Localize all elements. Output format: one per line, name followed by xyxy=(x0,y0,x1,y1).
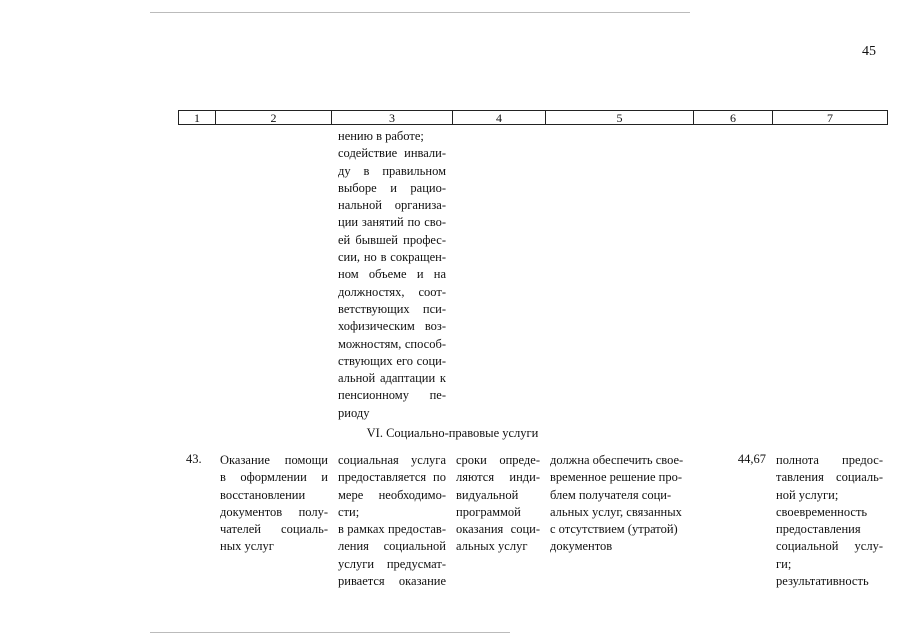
text-line: социальной услу- xyxy=(776,539,883,554)
column-header-7: 7 xyxy=(827,111,833,125)
text-line: тавления социаль- xyxy=(776,470,883,485)
row-tariff-value: 44,67 xyxy=(737,452,766,466)
text-line: выборе и рацио- xyxy=(338,180,446,195)
text-line: должностях, соот- xyxy=(338,284,446,299)
text-line: услуги предусмат- xyxy=(338,556,446,571)
column-number-header xyxy=(178,110,888,125)
text-line: в рамках предостав- xyxy=(338,522,446,537)
text-line: ей бывшей профес- xyxy=(338,232,446,247)
text-line: мере необходимо- xyxy=(338,487,446,502)
text-line: предоставления xyxy=(776,522,861,537)
row-number: 43. xyxy=(186,452,202,466)
text-line: нению в работе; xyxy=(338,129,424,143)
text-line: социальная услуга xyxy=(338,453,446,467)
text-line: в оформлении и xyxy=(220,470,328,485)
text-line: видуальной xyxy=(456,487,519,502)
text-line: ной услуги; xyxy=(776,487,839,502)
column-header-5: 5 xyxy=(546,111,694,124)
text-line: нальной организа- xyxy=(338,198,446,213)
text-line: ствующих его соци- xyxy=(338,353,446,368)
text-line: блем получателя соци- xyxy=(550,487,672,502)
text-line: результативность xyxy=(776,574,869,589)
text-line: альных услуг, связанных xyxy=(550,504,682,519)
column-header-4: 4 xyxy=(453,111,546,124)
text-line: программой xyxy=(456,504,521,519)
scan-artifact-bottom xyxy=(150,632,510,633)
text-line: полнота предос- xyxy=(776,453,883,467)
text-line: с отсутствием (утратой) xyxy=(550,522,678,537)
column-header-1: 1 xyxy=(179,111,216,124)
continuation-col3 xyxy=(338,128,446,422)
text-line: оказания соци- xyxy=(456,522,540,537)
text-line: пенсионному пе- xyxy=(338,388,446,403)
text-line: альной адаптации к xyxy=(338,371,446,386)
text-line: сти; xyxy=(338,504,360,519)
scan-artifact-top xyxy=(150,12,690,13)
text-line: Оказание помощи xyxy=(220,453,328,467)
text-line: ги; xyxy=(776,556,792,571)
text-line: ления социальной xyxy=(338,539,446,554)
page-number: 45 xyxy=(862,44,876,59)
row-quality-indicators xyxy=(776,452,883,590)
text-line: документов полу- xyxy=(220,504,328,519)
text-line: хофизическим воз- xyxy=(338,319,446,334)
row-service-name xyxy=(220,452,328,556)
column-header-2: 2 xyxy=(216,111,332,124)
text-line: ных услуг xyxy=(220,539,274,554)
text-line: содействие инвали- xyxy=(338,146,446,161)
text-line: ляются инди- xyxy=(456,470,540,485)
text-line: риоду xyxy=(338,405,370,420)
text-line: альных услуг xyxy=(456,539,528,554)
column-header-3: 3 xyxy=(332,111,453,124)
text-line: ду в правильном xyxy=(338,163,446,178)
text-line: должна обеспечить свое- xyxy=(550,453,684,467)
text-line: ции занятий по сво- xyxy=(338,215,446,230)
text-line: можностям, способ- xyxy=(338,336,446,351)
text-line: ном объеме и на xyxy=(338,267,446,282)
text-line: сроки опреде- xyxy=(456,453,540,467)
row-service-description xyxy=(338,452,446,590)
text-line: ривается оказание xyxy=(338,574,446,589)
row-service-standard xyxy=(550,452,690,556)
text-line: временное решение про- xyxy=(550,470,682,485)
text-line: документов xyxy=(550,539,613,554)
text-line: сии, но в сокращен- xyxy=(338,250,446,265)
text-line: чателей социаль- xyxy=(220,522,328,537)
section-title: VI. Социально-правовые услуги xyxy=(366,426,539,440)
text-line: своевременность xyxy=(776,504,868,519)
text-line: предоставляется по xyxy=(338,470,446,485)
column-header-6: 6 xyxy=(694,111,773,124)
row-service-terms xyxy=(456,452,540,556)
text-line: ветствующих пси- xyxy=(338,301,446,316)
text-line: восстановлении xyxy=(220,487,306,502)
